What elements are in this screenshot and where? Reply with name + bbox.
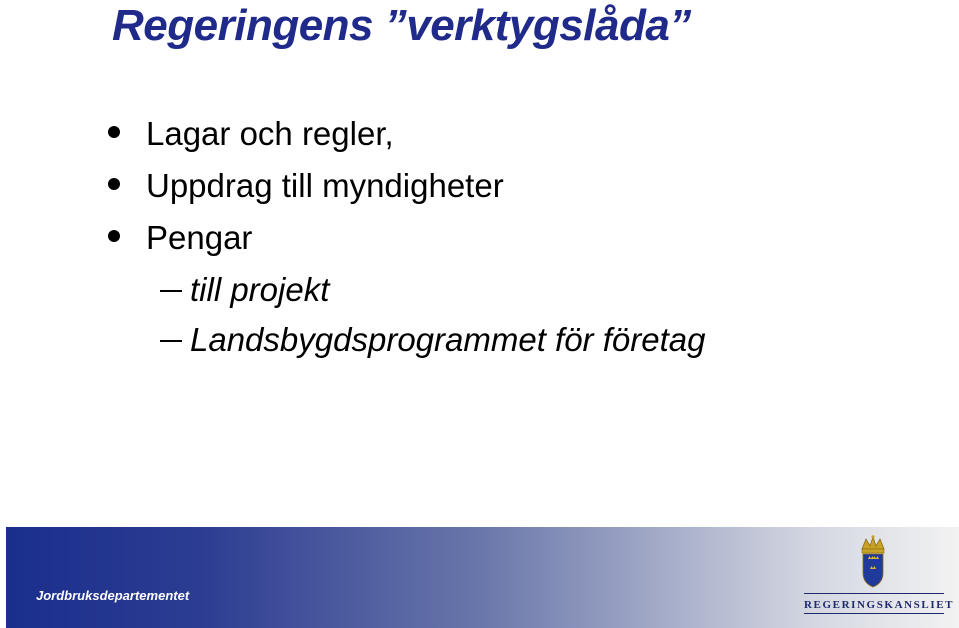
- logo-text: REGERINGSKANSLIET: [804, 599, 955, 611]
- bullet-text: Lagar och regler,: [146, 115, 394, 152]
- crown-shield-icon: [798, 535, 948, 593]
- bullet-text: Pengar: [146, 219, 253, 256]
- dash-icon: [160, 340, 182, 342]
- dash-icon: [160, 290, 182, 292]
- slide-title: Regeringens ”verktygslåda”: [112, 1, 691, 50]
- sub-bullet-text: till projekt: [190, 271, 330, 308]
- logo-rule-top: [804, 593, 944, 594]
- bullet-dot-icon: [108, 178, 120, 190]
- department-label: Jordbruksdepartementet: [36, 588, 190, 603]
- bullet-dot-icon: [108, 230, 120, 242]
- bullet-text: Uppdrag till myndigheter: [146, 167, 504, 204]
- bullet-dot-icon: [108, 126, 120, 138]
- regeringskansliet-logo: [798, 535, 955, 619]
- logo-rule-bottom: [804, 613, 944, 614]
- footer-band: [6, 527, 959, 628]
- sub-bullet-text: Landsbygdsprogrammet för företag: [190, 321, 706, 358]
